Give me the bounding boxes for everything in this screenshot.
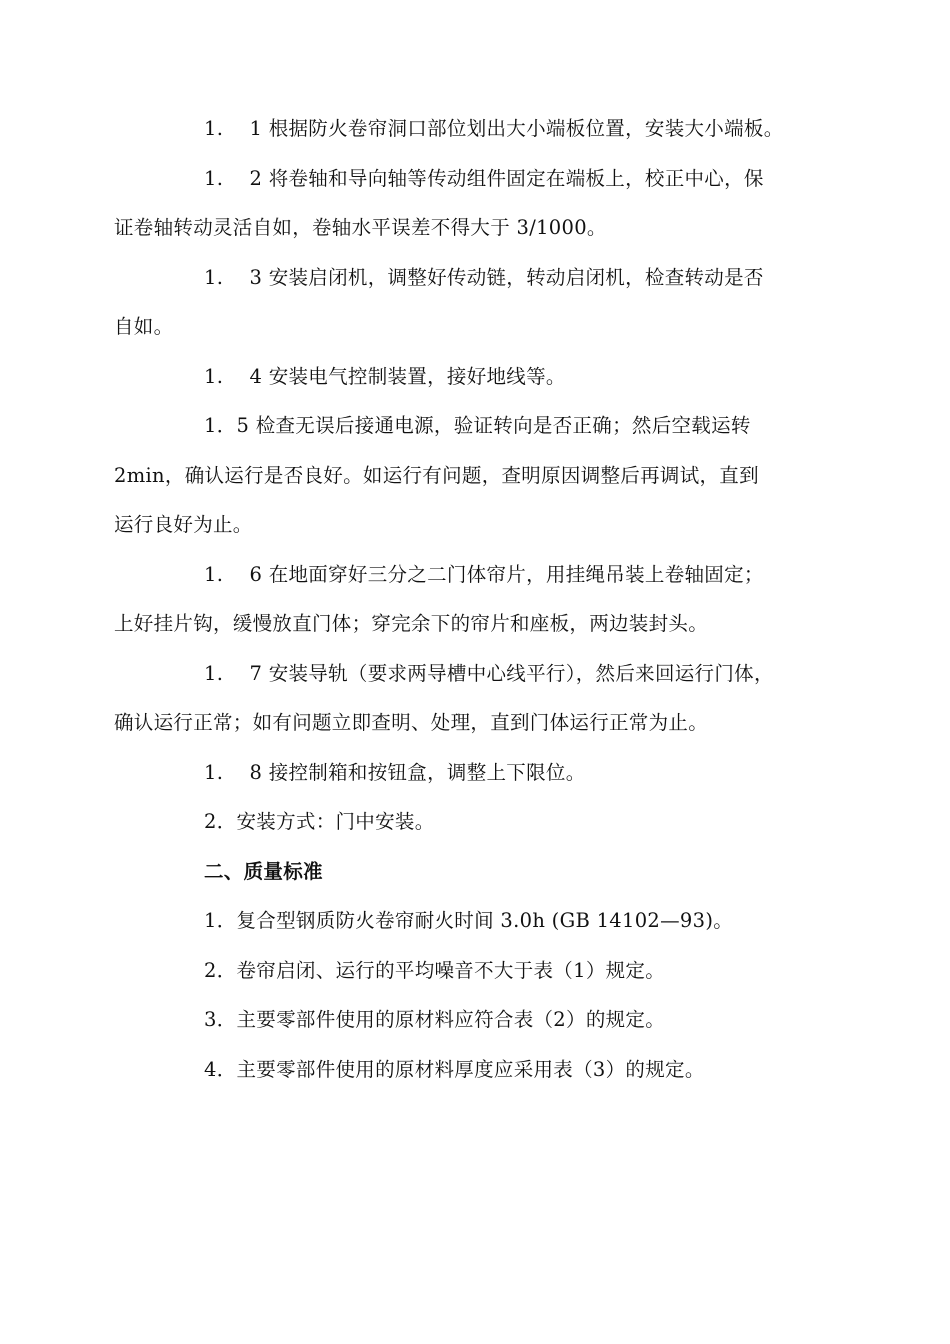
paragraph-step-1-6 <box>114 550 834 649</box>
paragraph-line: 1．5 检查无误后接通电源，验证转向是否正确；然后空载运转 <box>204 414 751 437</box>
paragraph-line: 确认运行正常；如有问题立即查明、处理，直到门体运行正常为止。 <box>114 711 709 734</box>
paragraph-line: 4．主要零部件使用的原材料厚度应采用表（3）的规定。 <box>204 1057 705 1081</box>
paragraph-line: 1. 3 安装启闭机，调整好传动链，转动启闭机，检查转动是否 <box>204 265 764 289</box>
paragraph-quality-2 <box>114 946 834 996</box>
paragraph-line: 证卷轴转动灵活自如，卷轴水平误差不得大于 3/1000。 <box>114 216 607 239</box>
paragraph-line: 1. 6 在地面穿好三分之二门体帘片，用挂绳吊装上卷轴固定； <box>204 562 764 586</box>
paragraph-line: 3．主要零部件使用的原材料应符合表（2）的规定。 <box>204 1008 666 1031</box>
paragraph-step-1-5 <box>114 401 834 550</box>
paragraph-step-1-4 <box>114 352 834 402</box>
paragraph-line: 2．卷帘启闭、运行的平均噪音不大于表（1）规定。 <box>204 958 666 982</box>
paragraph-line: 1．复合型钢质防火卷帘耐火时间 3.0h (GB 14102—93)。 <box>204 909 734 932</box>
paragraph-line: 1. 1 根据防火卷帘洞口部位划出大小端板位置，安装大小端板。 <box>204 117 784 140</box>
paragraph-step-1-2 <box>114 154 834 253</box>
paragraph-line: 2．安装方式：门中安装。 <box>204 810 435 833</box>
paragraph-line: 2min，确认运行是否良好。如运行有问题，查明原因调整后再调试，直到 <box>114 463 759 487</box>
paragraph-line: 1. 8 接控制箱和按钮盒，调整上下限位。 <box>204 760 586 784</box>
paragraph-line: 自如。 <box>114 315 174 338</box>
section-heading-quality-standard <box>114 847 834 897</box>
paragraph-line: 上好挂片钩，缓慢放直门体；穿完余下的帘片和座板，两边装封头。 <box>114 612 709 635</box>
paragraph-quality-3 <box>114 995 834 1045</box>
paragraph-step-1-1 <box>114 104 834 154</box>
document-body <box>114 104 834 1094</box>
paragraph-line: 1. 4 安装电气控制装置，接好地线等。 <box>204 364 566 388</box>
paragraph-install-method <box>114 797 834 847</box>
paragraph-line: 1. 2 将卷轴和导向轴等传动组件固定在端板上，校正中心，保 <box>204 166 764 190</box>
paragraph-quality-4 <box>114 1045 834 1095</box>
paragraph-step-1-7 <box>114 649 834 748</box>
paragraph-step-1-3 <box>114 253 834 352</box>
paragraph-quality-1 <box>114 896 834 946</box>
paragraph-step-1-8 <box>114 748 834 798</box>
heading-text: 二、质量标准 <box>204 859 323 883</box>
paragraph-line: 1. 7 安装导轨（要求两导槽中心线平行），然后来回运行门体， <box>204 661 774 685</box>
paragraph-line: 运行良好为止。 <box>114 513 253 536</box>
